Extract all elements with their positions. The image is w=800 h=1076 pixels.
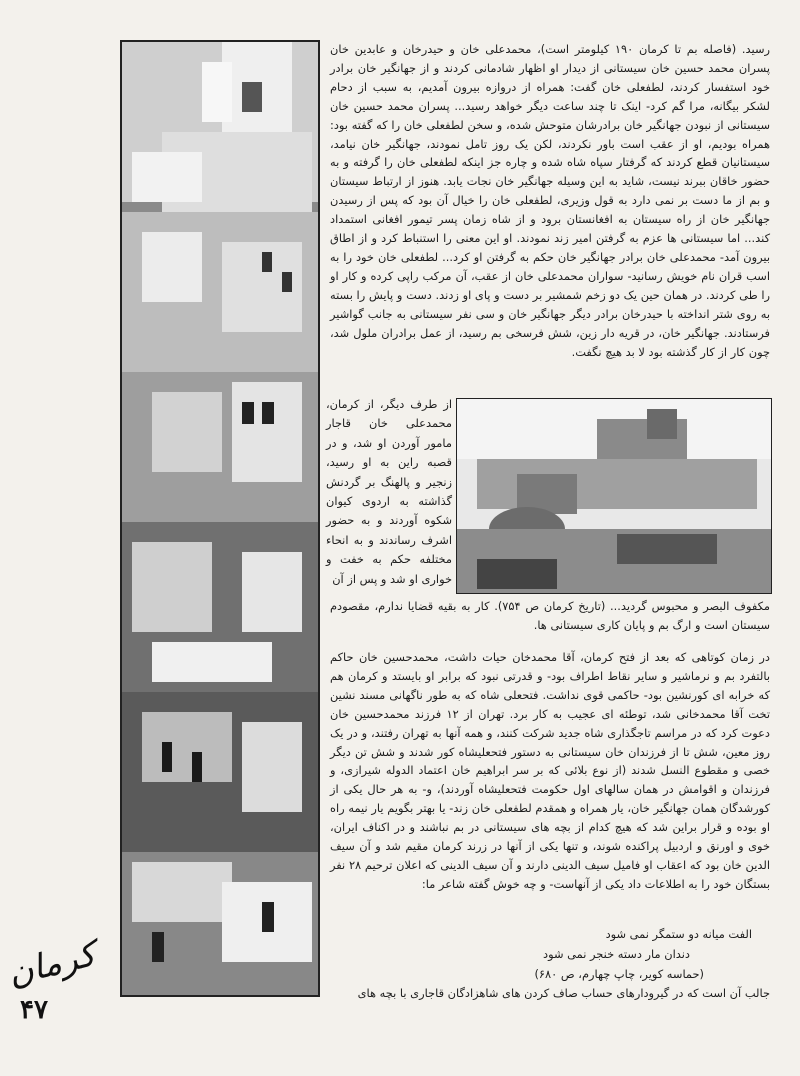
poem-source: (حماسه کویر، چاپ چهارم، ص ۶۸۰)	[534, 967, 704, 981]
side-citadel-image	[120, 40, 320, 997]
poem-line-2: دندان مار دسته خنجر نمی شود	[543, 947, 690, 961]
text-block-top	[330, 40, 770, 361]
paragraph-2: از طرف دیگر، از کرمان، محمدعلی خان قاجار مامور آوردن او شد، و در قصبه راین به او رسید، زنجیر و پالهنگ بر گردنش گذاشته به اردوی کیوان شکوه آوردند و به حضور اشرف رساندند و به انحاء مختلفه حکم به خفت و خواری او شد و پس از آن	[326, 397, 452, 586]
poem-line-1: الفت میانه دو ستمگر نمی شود	[605, 927, 752, 941]
paragraph-3: مکفوف البصر و محبوس گردید... (تاریخ کرمان ص ۷۵۴). کار به بقیه قضایا ندارم، مقصودم سیستان است و ارگ بم و پایان کاری سیستانی ها.	[330, 599, 770, 632]
inset-photo-art	[457, 399, 771, 593]
page-number: ۴۷	[20, 995, 48, 1025]
paragraph-4: در زمان کوتاهی که بعد از فتح کرمان، آقا محمدخان حیات داشت، محمدحسین خان حاکم بالتفرد بم و نرماشیر و سایر نقاط اطراف بود- و قدرتی نبود که برابر او بایستد و کرمان هم که خرابه ای کورنشین بود- حاکمی قوی نداشت. فتحعلی شاه که به طور ناگهانی مسند نشین تخت آقا محمدخانی شد، توطئه ای عجیب به کار برد. تهران از ۱۲ فرزند محمدحسین خان دعوت کرد که در مراسم تاجگذاری شاه جدید شرکت کنند، و همه آنها به تهران رفتند، و در یک روز معین، شش تا از فرزندان خان سیستانی به دستور فتحعلیشاه کور شدند و شش تن دیگر خصی و مقطوع النسل شدند (از نوع بلائی که بر سر ابراهیم خان اعتماد الدوله شیرازی، و فرزندان و اقوامش در همان سالهای اول حکومت فتحعلیشاه آوردند)، و- به هر حال یکی از کورشدگان همان جهانگیر خان، یار همراه و همقدم لطفعلی خان زند- یا بهتر بگویم یار نیمه راه او بوده و قرار براین شد که هیچ کدام از بچه های سیستانی در بم نباشند و در اکناف ایران، خوی و اورنق و اردبیل پراکنده شوند، و تنها یکی از آنها در زرند کرمان مقیم شد و آن سیف الدین خان بود که اعقاب او فامیل سیف الدینی دارند و آن سیف الدینی که اعلان ترحیم ۲۸ نفر بستگان خود را به اطلاعات داد یکی از آنهاست- و چه خوش گفته شاعر ما:	[330, 650, 771, 891]
last-line: جالب آن است که در گیرودارهای حساب صاف کردن های شاهزادگان قاجاری با بچه های	[357, 986, 770, 1000]
side-image-art	[122, 42, 318, 995]
magazine-logo: کرمان	[3, 934, 100, 995]
text-block-lower	[330, 648, 770, 894]
poem-block	[330, 924, 770, 984]
paragraph-1: رسید. (فاصله بم تا کرمان ۱۹۰ کیلومتر است)، محمدعلی خان و حیدرخان و عابدین خان پسران محمد حسین خان سیستانی از دیدار او اظهار شادمانی کردند و از جهانگیر خان برادر خود استفسار کردند، لطفعلی خان گفت: همراه از دروازه بیرون آمدیم، به سبب از دحام لشکر بیگانه، مرا گم کرد- اینک تا چند ساعت دیگر خواهد رسید... پسران محمد حسین خان سیستانی از نبودن جهانگیر خان برادرشان متوحش شده، و سخن لطفعلی خان را که گفته بود: همراه بودیم، او از عقب است باور نکردند، لکن یک روز تامل نمودند، جهانگیر خان نیامد، سیستانیان قطع کردند که گرفتار سپاه شاه شده و چاره جز اینکه لطفعلی خان را گرفته و به حضور خاقان ببرند نیست، شاید به این وسیله جهانگیر خان نجات یابد. هنوز از ارتباط سیستان و بم از ما دست بر نمی دارد به قول وزیری، لطفعلی خان را خیال آن بود که پس از رسیدن جهانگیر خان از راه سیستان به افغانستان برود و از شاه زمان پسر تیمور افغانی استمداد کند... اما سیستانی ها عزم به گرفتن امیر زند نمودند. او این معنی را استنباط کرد و از اطاق بیرون آمد- محمدعلی خان برادر جهانگیر خان حکم به گرفتن او کرد... لطفعلی خان خود را به اسب قران نام خویش رسانید- سواران محمدعلی خان از عقب، آن مرکب راپی کرده و کار او را طی کردند. در همان حین یک دو زخم شمشیر بر دست و پای او زدند. دست و پایش را بسته به روی شتر انداخته با حیدرخان برادر دیگر جهانگیر خان و سی نفر سیستانی به جانب گواشیر فرستادند. جهانگیر خان، در قریه دار زین، شش فرسخی بم رسید، از عمل برادران ملول شد، چون کار از کار گذشته بود لا بد هیچ نگفت.	[330, 42, 770, 359]
text-block-middle	[330, 597, 770, 635]
text-block-wrapped	[326, 395, 452, 589]
inset-citadel-photo	[456, 398, 772, 594]
